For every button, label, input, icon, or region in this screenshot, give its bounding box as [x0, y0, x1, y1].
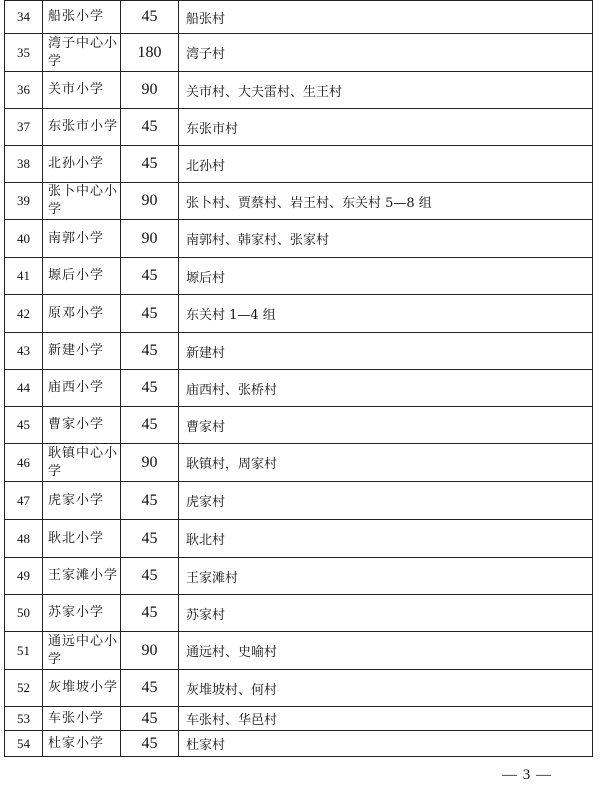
table-body — [5, 1, 593, 757]
enrollment-count: 45 — [121, 558, 179, 595]
enrollment-count: 45 — [121, 109, 179, 146]
enrollment-count: 45 — [121, 295, 179, 333]
enrollment-count: 45 — [121, 595, 179, 632]
villages-served: 庙西村、张桥村 — [179, 370, 593, 407]
table-row — [5, 670, 593, 707]
table-row — [5, 707, 593, 731]
row-number: 35 — [5, 34, 43, 72]
table-row — [5, 731, 593, 757]
table-row — [5, 72, 593, 109]
row-number: 48 — [5, 520, 43, 558]
table-row — [5, 520, 593, 558]
school-name: 苏家小学 — [43, 595, 121, 632]
enrollment-count: 45 — [121, 1, 179, 34]
school-name: 东张市小学 — [43, 109, 121, 146]
table-row — [5, 595, 593, 632]
school-name: 湾子中心小学 — [43, 34, 121, 72]
row-number: 45 — [5, 407, 43, 444]
villages-served: 新建村 — [179, 333, 593, 370]
school-name: 北孙小学 — [43, 146, 121, 183]
villages-served: 北孙村 — [179, 146, 593, 183]
row-number: 37 — [5, 109, 43, 146]
villages-served: 船张村 — [179, 1, 593, 34]
row-number: 51 — [5, 632, 43, 670]
table-row — [5, 370, 593, 407]
school-name: 曹家小学 — [43, 407, 121, 444]
row-number: 44 — [5, 370, 43, 407]
enrollment-count: 45 — [121, 731, 179, 757]
enrollment-count: 90 — [121, 444, 179, 482]
villages-served: 东张市村 — [179, 109, 593, 146]
row-number: 50 — [5, 595, 43, 632]
table-row — [5, 482, 593, 520]
table-row — [5, 333, 593, 370]
table-row — [5, 444, 593, 482]
school-name: 杜家小学 — [43, 731, 121, 757]
school-name: 南郭小学 — [43, 220, 121, 258]
villages-served: 王家滩村 — [179, 558, 593, 595]
villages-served: 虎家村 — [179, 482, 593, 520]
school-name: 原邓小学 — [43, 295, 121, 333]
enrollment-count: 45 — [121, 670, 179, 707]
enrollment-count: 90 — [121, 183, 179, 220]
row-number: 41 — [5, 258, 43, 295]
enrollment-count: 45 — [121, 520, 179, 558]
school-name: 王家滩小学 — [43, 558, 121, 595]
villages-served: 曹家村 — [179, 407, 593, 444]
villages-served: 耿镇村，周家村 — [179, 444, 593, 482]
row-number: 38 — [5, 146, 43, 183]
villages-served: 车张村、华邑村 — [179, 707, 593, 731]
school-name: 庙西小学 — [43, 370, 121, 407]
villages-served: 张卜村、贾蔡村、岩王村、东关村 5—8 组 — [179, 183, 593, 220]
enrollment-count: 45 — [121, 333, 179, 370]
table-row — [5, 146, 593, 183]
school-name: 新建小学 — [43, 333, 121, 370]
villages-served: 南郭村、韩家村、张家村 — [179, 220, 593, 258]
school-name: 船张小学 — [43, 1, 121, 34]
school-allocation-table — [4, 0, 593, 757]
table-row — [5, 1, 593, 34]
villages-served: 杜家村 — [179, 731, 593, 757]
villages-served: 东关村 1—4 组 — [179, 295, 593, 333]
page-number: — 3 — — [502, 767, 552, 783]
table-row — [5, 632, 593, 670]
table-row — [5, 558, 593, 595]
table-row — [5, 407, 593, 444]
villages-served: 通远村、史喻村 — [179, 632, 593, 670]
table-row — [5, 258, 593, 295]
school-name: 耿北小学 — [43, 520, 121, 558]
enrollment-count: 45 — [121, 482, 179, 520]
row-number: 34 — [5, 1, 43, 34]
row-number: 36 — [5, 72, 43, 109]
enrollment-count: 45 — [121, 258, 179, 295]
school-name: 灰堆坡小学 — [43, 670, 121, 707]
table-row — [5, 34, 593, 72]
row-number: 42 — [5, 295, 43, 333]
villages-served: 苏家村 — [179, 595, 593, 632]
row-number: 40 — [5, 220, 43, 258]
row-number: 54 — [5, 731, 43, 757]
table-row — [5, 220, 593, 258]
school-name: 车张小学 — [43, 707, 121, 731]
villages-served: 塬后村 — [179, 258, 593, 295]
school-name: 虎家小学 — [43, 482, 121, 520]
enrollment-count: 90 — [121, 632, 179, 670]
table-row — [5, 109, 593, 146]
enrollment-count: 45 — [121, 407, 179, 444]
enrollment-count: 45 — [121, 146, 179, 183]
enrollment-count: 45 — [121, 707, 179, 731]
table-row — [5, 295, 593, 333]
row-number: 43 — [5, 333, 43, 370]
villages-served: 湾子村 — [179, 34, 593, 72]
row-number: 46 — [5, 444, 43, 482]
row-number: 47 — [5, 482, 43, 520]
school-name: 通远中心小学 — [43, 632, 121, 670]
table-row — [5, 183, 593, 220]
school-name: 关市小学 — [43, 72, 121, 109]
villages-served: 关市村、大夫雷村、生王村 — [179, 72, 593, 109]
row-number: 53 — [5, 707, 43, 731]
school-name: 耿镇中心小学 — [43, 444, 121, 482]
school-name: 塬后小学 — [43, 258, 121, 295]
enrollment-count: 90 — [121, 220, 179, 258]
row-number: 39 — [5, 183, 43, 220]
enrollment-count: 90 — [121, 72, 179, 109]
villages-served: 灰堆坡村、何村 — [179, 670, 593, 707]
enrollment-count: 180 — [121, 34, 179, 72]
villages-served: 耿北村 — [179, 520, 593, 558]
school-name: 张卜中心小学 — [43, 183, 121, 220]
row-number: 52 — [5, 670, 43, 707]
enrollment-count: 45 — [121, 370, 179, 407]
row-number: 49 — [5, 558, 43, 595]
